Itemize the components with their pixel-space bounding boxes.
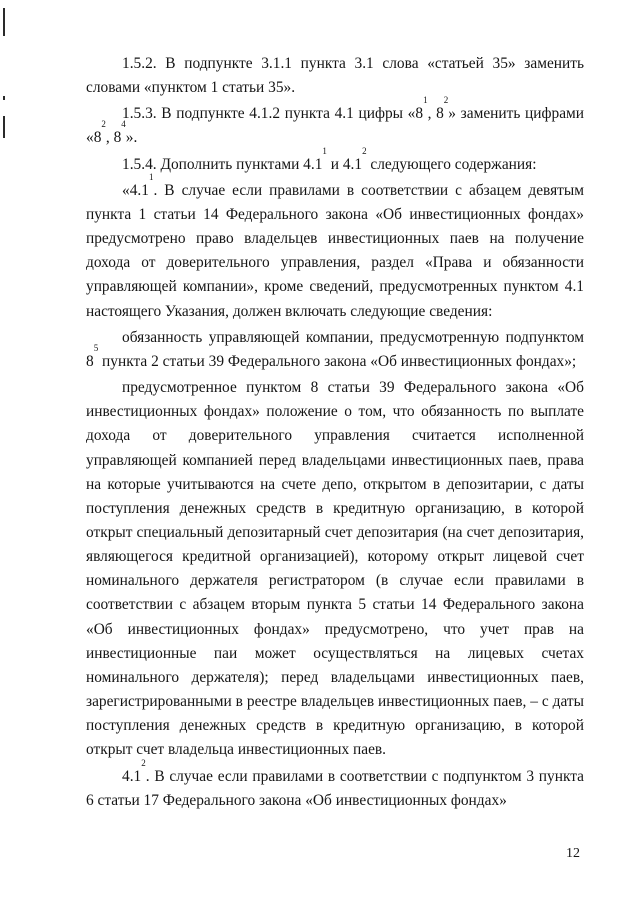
document-body [86,52,584,815]
page-number: 12 [566,846,580,861]
binding-margin-marks [3,0,7,160]
paragraph-provision: предусмотренное пунктом 8 статьи 39 Федерального закона «Об инвестиционных фондах» положение о том, что обязанность по выплате дохода от доверительного управления считается исполненной управляющей компанией перед владельцами инвестиционных паев, права на которые учитываются на счете депо, открытом в депозитарии, с даты поступления денежных средств в кредитную организацию, в которой открыт специальный депозитарный счет депозитария (на счет депозитария, являющегося кредитной организацией), которому открыт лицевой счет номинального держателя регистратором (в случае если правилами в соответствии с абзацем вторым пункта 5 статьи 14 Федерального закона «Об инвестиционных фондах» предусмотрено, что учет прав на инвестиционные паи может осуществляться на лицевых счетах номинального держателя); перед владельцами инвестиционных паев, зарегистрированными в реестре владельцев инвестиционных паев, – с даты поступления денежных средств в кредитную организацию, в которой открыт счет владельца инвестиционных паев. [86,379,584,759]
margin-mark [3,8,5,36]
paragraph-1-5-3: 1.5.3. В подпункте 4.1.2 пункта 4.1 цифры «$8^1$, $8^2$» заменить цифрами «$8^2$, $8^4$». [86,95,584,147]
paragraph-1-5-2: 1.5.2. В подпункте 3.1.1 пункта 3.1 слова «статьей 35» заменить словами «пунктом 1 статьи 35». [86,55,584,97]
paragraph-obligation: обязанность управляющей компании, предусмотренную подпунктом $8^5$ пункта 2 статьи 39 Федерального закона «Об инвестиционных фондах»; [86,328,584,370]
paragraph-1-5-4: 1.5.4. Дополнить пунктами $4.1^1$ и $4.1^2$ следующего содержания: [122,145,537,173]
margin-mark [3,96,5,100]
paragraph-4-1-1: «$4.1^1$. В случае если правилами в соответствии с абзацем девятым пункта 1 статьи 14 Федерального закона «Об инвестиционных фондах» предусмотрено право владельцев инвестиционных паев на получение дохода от доверительного управления, раздел «Права и обязанности управляющей компании», кроме сведений, предусмотренных пунктом 4.1 настоящего Указания, должен включать следующие сведения: [86,171,584,320]
paragraph-4-1-2: $4.1^2$. В случае если правилами в соответствии с подпунктом 3 пункта 6 статьи 17 Федерального закона «Об инвестиционных фондах» [86,757,584,809]
margin-mark [3,116,5,138]
